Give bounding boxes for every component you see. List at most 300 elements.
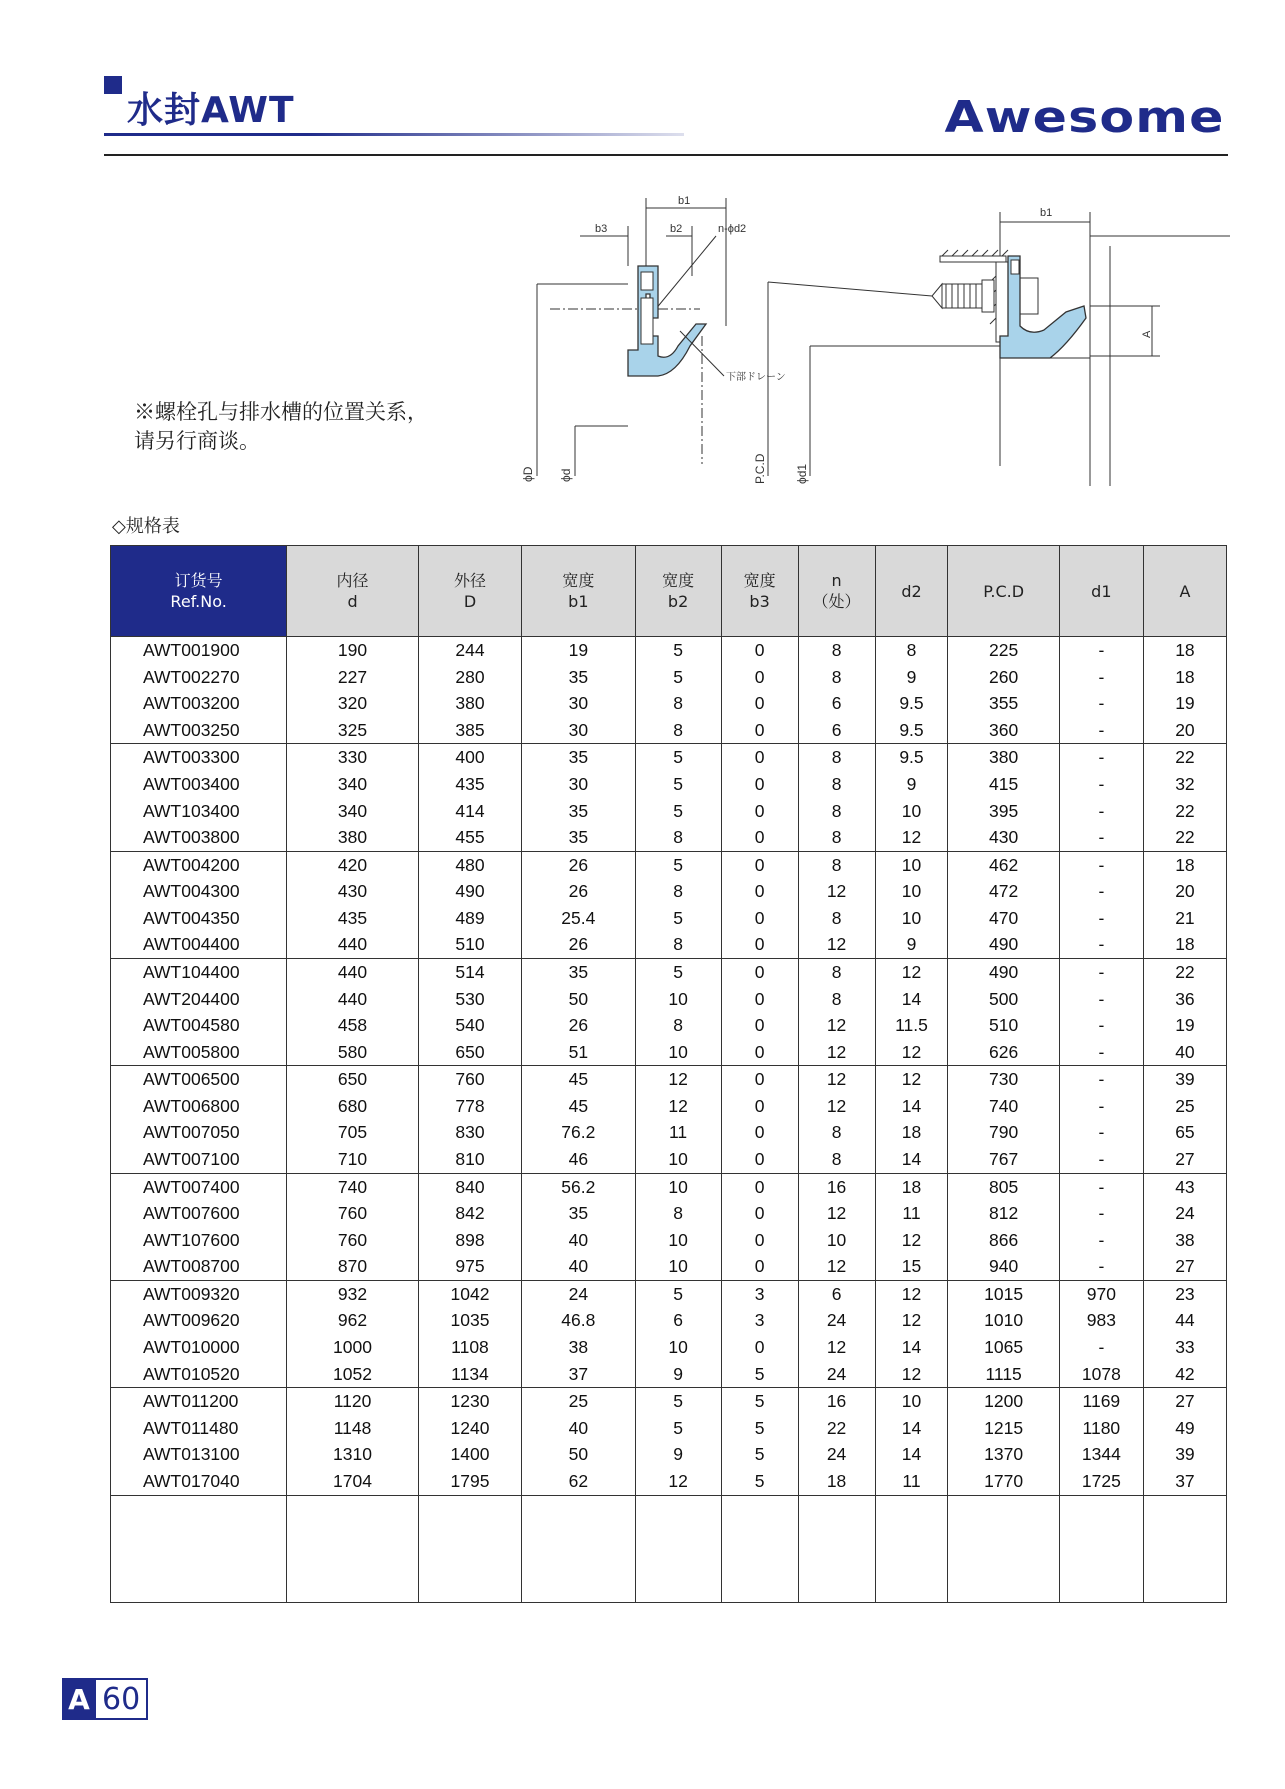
cell-ref-no: AWT010000	[111, 1334, 287, 1361]
cell-outer-D: 380	[418, 690, 521, 717]
page-number-value: 60	[96, 1678, 148, 1720]
header-outer-diameter: 外径 D	[418, 546, 521, 637]
cell-b2: 8	[635, 824, 721, 851]
cell-b2: 8	[635, 878, 721, 905]
cell-ref-no: AWT009620	[111, 1307, 287, 1334]
cell-b1: 45	[522, 1066, 635, 1093]
cell-n: 8	[798, 1119, 875, 1146]
cell-n: 24	[798, 1441, 875, 1468]
cell-n: 8	[798, 664, 875, 691]
cell-d1: -	[1059, 717, 1143, 744]
cell-outer-D: 244	[418, 637, 521, 664]
cell-d1: -	[1059, 905, 1143, 932]
label-A: A	[1141, 330, 1153, 338]
cell-outer-D: 385	[418, 717, 521, 744]
cell-outer-D: 510	[418, 931, 521, 958]
cell-n: 8	[798, 958, 875, 985]
cell-b3: 0	[721, 690, 798, 717]
cell-pcd: 740	[948, 1093, 1059, 1120]
cell-b2: 9	[635, 1441, 721, 1468]
cell-inner-d: 870	[287, 1253, 419, 1280]
cell-b3: 3	[721, 1280, 798, 1307]
cell-pcd: 462	[948, 851, 1059, 878]
cell-d2: 10	[875, 851, 948, 878]
cell-d1: -	[1059, 1253, 1143, 1280]
cell-A: 18	[1143, 851, 1226, 878]
cell-inner-d: 435	[287, 905, 419, 932]
cell-d2: 12	[875, 1280, 948, 1307]
cell-b1: 35	[522, 664, 635, 691]
table-row	[111, 958, 1227, 985]
cell-A: 19	[1143, 690, 1226, 717]
cell-pcd: 380	[948, 744, 1059, 771]
table-row	[111, 1280, 1227, 1307]
cell-b3: 0	[721, 1012, 798, 1039]
label-phid1: ϕd1	[795, 463, 809, 484]
cell-n: 6	[798, 1280, 875, 1307]
cell-b3: 0	[721, 1093, 798, 1120]
cell-b1: 35	[522, 744, 635, 771]
cell-pcd: 1215	[948, 1415, 1059, 1442]
cell-b2: 12	[635, 1066, 721, 1093]
cell-d2: 9	[875, 931, 948, 958]
cell-b1: 40	[522, 1227, 635, 1254]
cell-inner-d: 330	[287, 744, 419, 771]
cell-ref-no: AWT004580	[111, 1012, 287, 1039]
cell-b2: 10	[635, 1253, 721, 1280]
cell-d1: -	[1059, 1200, 1143, 1227]
cell-d2: 11	[875, 1200, 948, 1227]
cell-b1: 45	[522, 1093, 635, 1120]
cell-d1: -	[1059, 664, 1143, 691]
cell-d2: 15	[875, 1253, 948, 1280]
cell-n: 8	[798, 744, 875, 771]
page-section-letter: A	[62, 1678, 96, 1720]
header-inner-diameter: 内径 d	[287, 546, 419, 637]
cell-ref-no: AWT104400	[111, 958, 287, 985]
cell-pcd: 1065	[948, 1334, 1059, 1361]
header-d1: d1	[1059, 546, 1143, 637]
cell-b3: 0	[721, 664, 798, 691]
cell-n: 12	[798, 1253, 875, 1280]
header-ref-no: 订货号 Ref.No.	[111, 546, 287, 637]
cell-ref-no: AWT006800	[111, 1093, 287, 1120]
cell-d1: -	[1059, 1146, 1143, 1173]
cell-pcd: 1770	[948, 1468, 1059, 1495]
cell-inner-d: 705	[287, 1119, 419, 1146]
cell-b3: 0	[721, 717, 798, 744]
cell-n: 6	[798, 717, 875, 744]
cell-inner-d: 458	[287, 1012, 419, 1039]
cell-d1: 1725	[1059, 1468, 1143, 1495]
cell-ref-no: AWT003300	[111, 744, 287, 771]
cell-b1: 26	[522, 878, 635, 905]
cell-b2: 5	[635, 771, 721, 798]
cell-n: 8	[798, 905, 875, 932]
cell-ref-no: AWT007400	[111, 1173, 287, 1200]
cell-outer-D: 1400	[418, 1441, 521, 1468]
cell-ref-no: AWT107600	[111, 1227, 287, 1254]
cell-b3: 0	[721, 1039, 798, 1066]
cell-ref-no: AWT006500	[111, 1066, 287, 1093]
label-b1: b1	[678, 195, 691, 207]
cell-b2: 10	[635, 1173, 721, 1200]
cell-ref-no: AWT009320	[111, 1280, 287, 1307]
note-line-1: ※螺栓孔与排水槽的位置关系，	[134, 400, 428, 424]
table-row	[111, 1441, 1227, 1468]
cell-A: 23	[1143, 1280, 1226, 1307]
cell-b2: 5	[635, 1388, 721, 1415]
cell-outer-D: 435	[418, 771, 521, 798]
label-b3: b3	[595, 223, 608, 235]
cell-b1: 26	[522, 851, 635, 878]
cell-outer-D: 810	[418, 1146, 521, 1173]
cell-A: 38	[1143, 1227, 1226, 1254]
cell-ref-no: AWT004300	[111, 878, 287, 905]
cell-d1: -	[1059, 637, 1143, 664]
cell-n: 8	[798, 851, 875, 878]
cell-d2: 9.5	[875, 744, 948, 771]
cell-d2: 14	[875, 986, 948, 1013]
cell-A: 18	[1143, 664, 1226, 691]
cell-A: 40	[1143, 1039, 1226, 1066]
cell-inner-d: 932	[287, 1280, 419, 1307]
cell-ref-no: AWT013100	[111, 1441, 287, 1468]
cell-inner-d: 1120	[287, 1388, 419, 1415]
table-row	[111, 1415, 1227, 1442]
cell-outer-D: 414	[418, 797, 521, 824]
cell-ref-no: AWT004400	[111, 931, 287, 958]
empty-cell	[111, 1495, 287, 1603]
cell-outer-D: 1042	[418, 1280, 521, 1307]
table-row	[111, 1200, 1227, 1227]
empty-cell	[875, 1495, 948, 1603]
cell-inner-d: 325	[287, 717, 419, 744]
cell-A: 18	[1143, 637, 1226, 664]
cell-pcd: 730	[948, 1066, 1059, 1093]
cell-outer-D: 514	[418, 958, 521, 985]
cell-b1: 50	[522, 986, 635, 1013]
cell-n: 16	[798, 1388, 875, 1415]
cell-outer-D: 1134	[418, 1361, 521, 1388]
table-row	[111, 851, 1227, 878]
cell-pcd: 355	[948, 690, 1059, 717]
cell-b1: 30	[522, 771, 635, 798]
table-row	[111, 797, 1227, 824]
cell-A: 22	[1143, 958, 1226, 985]
cell-d1: -	[1059, 744, 1143, 771]
cell-d1: 1180	[1059, 1415, 1143, 1442]
cell-A: 27	[1143, 1253, 1226, 1280]
cell-n: 12	[798, 1200, 875, 1227]
cell-b3: 0	[721, 1173, 798, 1200]
spec-table-body	[111, 637, 1227, 1603]
cell-d1: -	[1059, 1173, 1143, 1200]
cell-inner-d: 340	[287, 797, 419, 824]
cell-inner-d: 580	[287, 1039, 419, 1066]
cell-n: 12	[798, 1334, 875, 1361]
cell-d2: 9	[875, 664, 948, 691]
cell-b2: 8	[635, 1200, 721, 1227]
cell-outer-D: 650	[418, 1039, 521, 1066]
empty-cell	[1059, 1495, 1143, 1603]
cell-d1: -	[1059, 878, 1143, 905]
cell-d2: 10	[875, 797, 948, 824]
label-phiD: ϕD	[521, 466, 535, 482]
cell-n: 8	[798, 797, 875, 824]
table-row	[111, 1334, 1227, 1361]
cell-n: 24	[798, 1307, 875, 1334]
cell-outer-D: 530	[418, 986, 521, 1013]
cell-b2: 5	[635, 1280, 721, 1307]
table-row	[111, 1468, 1227, 1495]
cell-outer-D: 1230	[418, 1388, 521, 1415]
cell-inner-d: 760	[287, 1227, 419, 1254]
cell-outer-D: 280	[418, 664, 521, 691]
cell-d2: 12	[875, 1361, 948, 1388]
cell-b1: 40	[522, 1415, 635, 1442]
empty-cell	[948, 1495, 1059, 1603]
table-row	[111, 1039, 1227, 1066]
cell-b1: 35	[522, 824, 635, 851]
cell-n: 8	[798, 637, 875, 664]
cell-pcd: 790	[948, 1119, 1059, 1146]
table-row	[111, 637, 1227, 664]
cell-d2: 14	[875, 1441, 948, 1468]
cell-d2: 8	[875, 637, 948, 664]
cell-b2: 9	[635, 1361, 721, 1388]
cell-outer-D: 1035	[418, 1307, 521, 1334]
cell-A: 19	[1143, 1012, 1226, 1039]
cell-b2: 5	[635, 637, 721, 664]
cell-inner-d: 962	[287, 1307, 419, 1334]
cell-b2: 10	[635, 986, 721, 1013]
cell-ref-no: AWT004350	[111, 905, 287, 932]
cell-d2: 14	[875, 1146, 948, 1173]
cell-outer-D: 1108	[418, 1334, 521, 1361]
cell-b3: 5	[721, 1415, 798, 1442]
spec-table	[110, 545, 1227, 1603]
title-underline	[104, 133, 684, 136]
cell-n: 12	[798, 931, 875, 958]
cell-b1: 38	[522, 1334, 635, 1361]
label-n-d2: n-ϕd2	[718, 223, 747, 235]
cell-ref-no: AWT204400	[111, 986, 287, 1013]
empty-cell	[287, 1495, 419, 1603]
cell-b3: 0	[721, 824, 798, 851]
cell-outer-D: 830	[418, 1119, 521, 1146]
cell-b2: 10	[635, 1039, 721, 1066]
cell-b1: 35	[522, 958, 635, 985]
cell-outer-D: 760	[418, 1066, 521, 1093]
cell-inner-d: 740	[287, 1173, 419, 1200]
cell-b3: 5	[721, 1441, 798, 1468]
table-row	[111, 1227, 1227, 1254]
cell-n: 18	[798, 1468, 875, 1495]
cell-A: 37	[1143, 1468, 1226, 1495]
cell-d2: 10	[875, 905, 948, 932]
page-number	[62, 1678, 148, 1720]
cell-inner-d: 1148	[287, 1415, 419, 1442]
cell-b3: 0	[721, 931, 798, 958]
cell-b3: 0	[721, 1227, 798, 1254]
cell-b1: 25.4	[522, 905, 635, 932]
cell-pcd: 1200	[948, 1388, 1059, 1415]
cell-b2: 5	[635, 744, 721, 771]
cell-b2: 5	[635, 664, 721, 691]
cell-b1: 26	[522, 931, 635, 958]
table-row	[111, 1361, 1227, 1388]
cell-b1: 35	[522, 1200, 635, 1227]
cell-ref-no: AWT011200	[111, 1388, 287, 1415]
cell-A: 22	[1143, 797, 1226, 824]
cell-A: 65	[1143, 1119, 1226, 1146]
cell-b1: 25	[522, 1388, 635, 1415]
cell-b3: 0	[721, 744, 798, 771]
empty-cell	[721, 1495, 798, 1603]
cell-A: 44	[1143, 1307, 1226, 1334]
table-row	[111, 1012, 1227, 1039]
cell-inner-d: 440	[287, 986, 419, 1013]
cell-ref-no: AWT004200	[111, 851, 287, 878]
cell-d2: 18	[875, 1119, 948, 1146]
cell-pcd: 805	[948, 1173, 1059, 1200]
cell-n: 16	[798, 1173, 875, 1200]
empty-cell	[635, 1495, 721, 1603]
cell-inner-d: 1000	[287, 1334, 419, 1361]
cell-A: 39	[1143, 1066, 1226, 1093]
cell-inner-d: 380	[287, 824, 419, 851]
cell-ref-no: AWT003800	[111, 824, 287, 851]
cell-ref-no: AWT005800	[111, 1039, 287, 1066]
cell-d1: -	[1059, 824, 1143, 851]
cell-n: 22	[798, 1415, 875, 1442]
cell-b3: 0	[721, 958, 798, 985]
cell-ref-no: AWT007050	[111, 1119, 287, 1146]
cell-inner-d: 760	[287, 1200, 419, 1227]
cell-b1: 46.8	[522, 1307, 635, 1334]
cell-n: 24	[798, 1361, 875, 1388]
cell-d1: -	[1059, 1012, 1143, 1039]
seal-cross-section-diagram	[510, 186, 1230, 496]
cell-b1: 40	[522, 1253, 635, 1280]
cell-pcd: 430	[948, 824, 1059, 851]
cell-pcd: 510	[948, 1012, 1059, 1039]
cell-ref-no: AWT003200	[111, 690, 287, 717]
cell-pcd: 1015	[948, 1280, 1059, 1307]
cell-pcd: 1010	[948, 1307, 1059, 1334]
table-row	[111, 905, 1227, 932]
cell-b2: 10	[635, 1146, 721, 1173]
table-row	[111, 690, 1227, 717]
cell-d2: 11.5	[875, 1012, 948, 1039]
cell-pcd: 472	[948, 878, 1059, 905]
table-row	[111, 1253, 1227, 1280]
cell-n: 12	[798, 1093, 875, 1120]
note-line-2: 请另行商谈。	[134, 429, 260, 453]
cell-b3: 0	[721, 797, 798, 824]
cell-inner-d: 430	[287, 878, 419, 905]
cell-A: 25	[1143, 1093, 1226, 1120]
cell-b3: 0	[721, 637, 798, 664]
cell-b1: 30	[522, 690, 635, 717]
cell-A: 27	[1143, 1388, 1226, 1415]
cell-d2: 18	[875, 1173, 948, 1200]
cell-ref-no: AWT002270	[111, 664, 287, 691]
table-row	[111, 1066, 1227, 1093]
cell-outer-D: 480	[418, 851, 521, 878]
cell-d2: 9.5	[875, 690, 948, 717]
cell-outer-D: 400	[418, 744, 521, 771]
table-row	[111, 824, 1227, 851]
cell-b2: 5	[635, 797, 721, 824]
header-d2: d2	[875, 546, 948, 637]
cell-inner-d: 190	[287, 637, 419, 664]
cell-d1: -	[1059, 986, 1143, 1013]
cell-b1: 51	[522, 1039, 635, 1066]
header-width-b2: 宽度 b2	[635, 546, 721, 637]
cell-b3: 0	[721, 1334, 798, 1361]
table-row	[111, 664, 1227, 691]
header-rule	[104, 154, 1228, 156]
cell-b1: 19	[522, 637, 635, 664]
table-row	[111, 1173, 1227, 1200]
cell-d2: 14	[875, 1415, 948, 1442]
cell-b3: 0	[721, 905, 798, 932]
cell-d2: 10	[875, 1388, 948, 1415]
cell-inner-d: 340	[287, 771, 419, 798]
cell-b3: 0	[721, 986, 798, 1013]
cell-b2: 5	[635, 1415, 721, 1442]
cell-d1: -	[1059, 1066, 1143, 1093]
table-empty-row	[111, 1495, 1227, 1603]
cell-n: 12	[798, 878, 875, 905]
cell-inner-d: 440	[287, 958, 419, 985]
cell-pcd: 1115	[948, 1361, 1059, 1388]
cell-pcd: 260	[948, 664, 1059, 691]
cell-d2: 14	[875, 1093, 948, 1120]
cell-d1: 970	[1059, 1280, 1143, 1307]
table-header-row	[111, 546, 1227, 637]
cell-A: 18	[1143, 931, 1226, 958]
cell-A: 21	[1143, 905, 1226, 932]
label-b1-right: b1	[1040, 207, 1053, 219]
header-width-b1: 宽度 b1	[522, 546, 635, 637]
cell-ref-no: AWT007600	[111, 1200, 287, 1227]
cell-b3: 0	[721, 1066, 798, 1093]
cell-A: 24	[1143, 1200, 1226, 1227]
cell-pcd: 812	[948, 1200, 1059, 1227]
cell-inner-d: 227	[287, 664, 419, 691]
cell-ref-no: AWT003400	[111, 771, 287, 798]
cell-d1: 1078	[1059, 1361, 1143, 1388]
empty-cell	[1143, 1495, 1226, 1603]
table-row	[111, 771, 1227, 798]
cell-b3: 5	[721, 1388, 798, 1415]
cell-pcd: 225	[948, 637, 1059, 664]
cell-outer-D: 1795	[418, 1468, 521, 1495]
cell-b2: 5	[635, 851, 721, 878]
cell-b1: 50	[522, 1441, 635, 1468]
table-row	[111, 1388, 1227, 1415]
cell-d1: -	[1059, 1039, 1143, 1066]
empty-cell	[798, 1495, 875, 1603]
label-pcd: P.C.D	[753, 453, 767, 484]
cell-d1: -	[1059, 1227, 1143, 1254]
table-row	[111, 1146, 1227, 1173]
label-phid: ϕd	[559, 468, 573, 482]
cell-d2: 12	[875, 824, 948, 851]
